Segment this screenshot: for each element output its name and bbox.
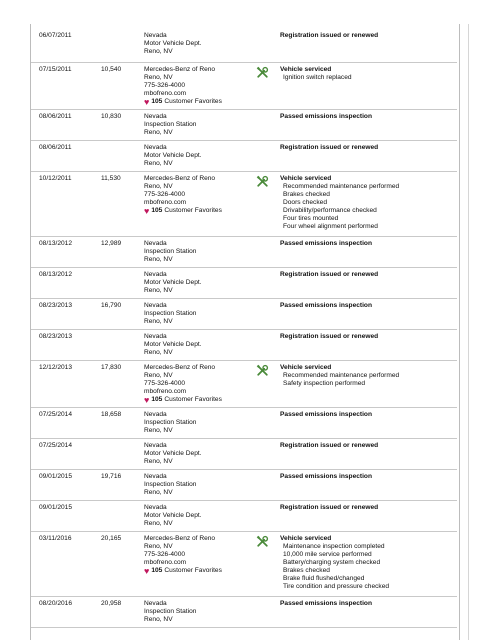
- history-record-row: [31, 237, 457, 268]
- record-details: [280, 411, 372, 419]
- history-record-row: [31, 141, 457, 172]
- record-details: [280, 113, 372, 121]
- vehicle-history-records: [31, 29, 457, 628]
- favorites-count: 105: [151, 207, 163, 215]
- source-line: Mercedes-Benz of Reno: [144, 66, 216, 73]
- record-odometer: 12,989: [101, 240, 122, 247]
- source-line: Reno, NV: [144, 183, 173, 191]
- record-source: [144, 144, 202, 168]
- source-line: Nevada: [144, 504, 167, 511]
- record-title: Vehicle serviced: [280, 364, 332, 371]
- source-line: Nevada: [144, 411, 167, 418]
- history-record-row: [31, 63, 457, 110]
- source-line: Mercedes-Benz of Reno: [144, 175, 216, 182]
- record-details: [280, 364, 399, 388]
- record-details: [280, 240, 372, 248]
- record-odometer: 19,716: [101, 473, 122, 480]
- record-date: 03/11/2016: [39, 535, 72, 542]
- source-line: Inspection Station: [144, 481, 197, 489]
- record-date: 12/12/2013: [39, 364, 73, 371]
- heart-icon: ♥: [144, 97, 150, 108]
- detail-line: Safety inspection performed: [283, 380, 366, 388]
- source-line: Motor Vehicle Dept.: [144, 341, 202, 349]
- record-details: [280, 144, 378, 152]
- record-source: [144, 271, 202, 295]
- source-line: Inspection Station: [144, 310, 197, 318]
- record-details: [280, 535, 389, 591]
- favorites-count: 105: [151, 567, 163, 575]
- history-record-row: [31, 597, 457, 628]
- wrench-screwdriver-icon: [256, 364, 269, 377]
- record-title: Passed emissions inspection: [280, 113, 372, 120]
- record-title: Registration issued or renewed: [280, 504, 379, 511]
- record-date: 08/20/2016: [39, 600, 73, 607]
- favorites-label: Customer Favorites: [164, 567, 222, 575]
- source-line: Reno, NV: [144, 74, 173, 82]
- record-date: 08/13/2012: [39, 271, 73, 278]
- history-record-row: [31, 110, 457, 141]
- record-title: Registration issued or renewed: [280, 271, 379, 278]
- detail-line: Recommended maintenance performed: [283, 183, 400, 191]
- record-date: 10/12/2011: [39, 175, 72, 182]
- record-date: 09/01/2015: [39, 473, 73, 480]
- source-line: Reno, NV: [144, 349, 173, 357]
- favorites-label: Customer Favorites: [164, 396, 222, 404]
- source-line: Motor Vehicle Dept.: [144, 279, 202, 287]
- customer-favorites: [144, 98, 222, 106]
- record-odometer: 20,165: [101, 535, 122, 542]
- record-date: 08/23/2013: [39, 302, 73, 309]
- record-details: [280, 600, 372, 608]
- source-line: Reno, NV: [144, 489, 173, 497]
- record-odometer: 16,790: [101, 302, 122, 309]
- record-odometer: 18,658: [101, 411, 122, 418]
- record-date: 08/06/2011: [39, 144, 72, 151]
- record-odometer: 17,830: [101, 364, 122, 371]
- source-line: Nevada: [144, 473, 167, 480]
- record-odometer: 11,530: [101, 175, 121, 182]
- record-title: Vehicle serviced: [280, 175, 332, 182]
- detail-line: Doors checked: [283, 199, 327, 207]
- favorites-label: Customer Favorites: [164, 207, 222, 215]
- record-title: Registration issued or renewed: [280, 333, 379, 340]
- detail-line: Maintenance inspection completed: [283, 543, 385, 551]
- record-source: [144, 442, 202, 466]
- source-line: Inspection Station: [144, 248, 197, 256]
- record-source: [144, 504, 202, 528]
- source-line: Inspection Station: [144, 419, 197, 427]
- history-record-row: [31, 299, 457, 330]
- record-source: [144, 364, 222, 404]
- source-line: Mercedes-Benz of Reno: [144, 364, 216, 371]
- source-line: Nevada: [144, 600, 167, 607]
- record-title: Registration issued or renewed: [280, 144, 379, 151]
- record-source: [144, 66, 222, 106]
- record-details: [280, 66, 352, 82]
- history-record-row: [31, 470, 457, 501]
- record-title: Vehicle serviced: [280, 66, 332, 73]
- record-details: [280, 302, 372, 310]
- history-record-row: [31, 361, 457, 408]
- history-record-row: [31, 439, 457, 470]
- history-record-row: [31, 172, 457, 237]
- source-line: Reno, NV: [144, 287, 173, 295]
- record-details: [280, 271, 378, 279]
- record-details: [280, 504, 378, 512]
- source-line: 775-326-4000: [144, 82, 186, 90]
- detail-line: Battery/charging system checked: [283, 559, 381, 567]
- source-line: Motor Vehicle Dept.: [144, 40, 202, 48]
- detail-line: Four tires mounted: [283, 215, 339, 223]
- source-line: Reno, NV: [144, 458, 173, 466]
- history-record-row: [31, 501, 457, 532]
- source-line: Motor Vehicle Dept.: [144, 512, 202, 520]
- detail-line: 10,000 mile service performed: [283, 551, 372, 559]
- source-line: Nevada: [144, 302, 167, 309]
- source-line: 775-326-4000: [144, 551, 186, 559]
- record-source: [144, 473, 196, 497]
- record-source: [144, 535, 222, 575]
- source-line: Motor Vehicle Dept.: [144, 450, 202, 458]
- source-line: mbofreno.com: [144, 388, 187, 396]
- record-date: 06/07/2011: [39, 32, 72, 39]
- history-record-row: [31, 330, 457, 361]
- record-odometer: 20,958: [101, 600, 122, 607]
- detail-line: Four wheel alignment performed: [283, 223, 378, 231]
- record-date: 07/15/2011: [39, 66, 72, 73]
- source-line: Nevada: [144, 240, 167, 247]
- detail-line: Recommended maintenance performed: [283, 372, 400, 380]
- favorites-label: Customer Favorites: [164, 98, 222, 106]
- source-line: Reno, NV: [144, 427, 173, 435]
- source-line: Reno, NV: [144, 160, 173, 168]
- record-date: 08/06/2011: [39, 113, 72, 120]
- source-line: Reno, NV: [144, 520, 173, 528]
- record-details: [280, 473, 372, 481]
- source-line: Reno, NV: [144, 48, 173, 56]
- record-odometer: 10,540: [101, 66, 122, 73]
- source-line: Reno, NV: [144, 318, 173, 326]
- record-source: [144, 240, 196, 264]
- source-line: mbofreno.com: [144, 199, 187, 207]
- record-date: 07/25/2014: [39, 442, 73, 449]
- wrench-screwdriver-icon: [256, 535, 269, 548]
- source-line: Motor Vehicle Dept.: [144, 152, 202, 160]
- record-title: Vehicle serviced: [280, 535, 332, 542]
- source-line: Reno, NV: [144, 543, 173, 551]
- customer-favorites: [144, 567, 222, 575]
- history-record-row: [31, 408, 457, 439]
- wrench-screwdriver-icon: [256, 66, 269, 79]
- favorites-count: 105: [151, 98, 163, 106]
- record-source: [144, 302, 196, 326]
- record-details: [280, 442, 378, 450]
- record-title: Registration issued or renewed: [280, 32, 379, 39]
- heart-icon: ♥: [144, 395, 150, 406]
- record-title: Passed emissions inspection: [280, 411, 372, 418]
- record-date: 08/23/2013: [39, 333, 73, 340]
- source-line: Nevada: [144, 32, 167, 39]
- record-date: 07/25/2014: [39, 411, 73, 418]
- source-line: mbofreno.com: [144, 559, 187, 567]
- source-line: Nevada: [144, 442, 167, 449]
- source-line: Nevada: [144, 144, 167, 151]
- wrench-screwdriver-icon: [256, 175, 269, 188]
- detail-line: Brakes checked: [283, 567, 330, 575]
- record-source: [144, 600, 196, 624]
- record-title: Passed emissions inspection: [280, 302, 372, 309]
- source-line: Inspection Station: [144, 608, 197, 616]
- record-source: [144, 113, 196, 137]
- record-details: [280, 32, 378, 40]
- record-source: [144, 411, 196, 435]
- record-date: 09/01/2015: [39, 504, 73, 511]
- customer-favorites: [144, 396, 222, 404]
- history-record-row: [31, 268, 457, 299]
- source-line: 775-326-4000: [144, 191, 186, 199]
- history-record-row: [31, 29, 457, 63]
- record-details: [280, 175, 399, 231]
- page-edge-rule: [468, 24, 469, 640]
- record-source: [144, 333, 202, 357]
- source-line: Inspection Station: [144, 121, 197, 129]
- detail-line: Brake fluid flushed/changed: [283, 575, 365, 583]
- record-title: Registration issued or renewed: [280, 442, 379, 449]
- source-line: Reno, NV: [144, 129, 173, 137]
- history-record-row: [31, 532, 457, 597]
- heart-icon: ♥: [144, 206, 150, 217]
- customer-favorites: [144, 207, 222, 215]
- source-line: Mercedes-Benz of Reno: [144, 535, 216, 542]
- detail-line: Ignition switch replaced: [283, 74, 352, 82]
- detail-line: Drivability/performance checked: [283, 207, 377, 215]
- source-line: Reno, NV: [144, 372, 173, 380]
- record-source: [144, 175, 222, 215]
- detail-line: Brakes checked: [283, 191, 330, 199]
- heart-icon: ♥: [144, 566, 150, 577]
- source-line: Nevada: [144, 333, 167, 340]
- record-date: 08/13/2012: [39, 240, 73, 247]
- record-details: [280, 333, 378, 341]
- record-odometer: 10,830: [101, 113, 122, 120]
- source-line: Nevada: [144, 113, 167, 120]
- source-line: mbofreno.com: [144, 90, 187, 98]
- source-line: Reno, NV: [144, 616, 173, 624]
- source-line: Reno, NV: [144, 256, 173, 264]
- source-line: 775-326-4000: [144, 380, 186, 388]
- detail-line: Tire condition and pressure checked: [283, 583, 390, 591]
- record-title: Passed emissions inspection: [280, 473, 372, 480]
- record-title: Passed emissions inspection: [280, 600, 372, 607]
- favorites-count: 105: [151, 396, 163, 404]
- record-source: [144, 32, 202, 56]
- source-line: Nevada: [144, 271, 167, 278]
- record-title: Passed emissions inspection: [280, 240, 372, 247]
